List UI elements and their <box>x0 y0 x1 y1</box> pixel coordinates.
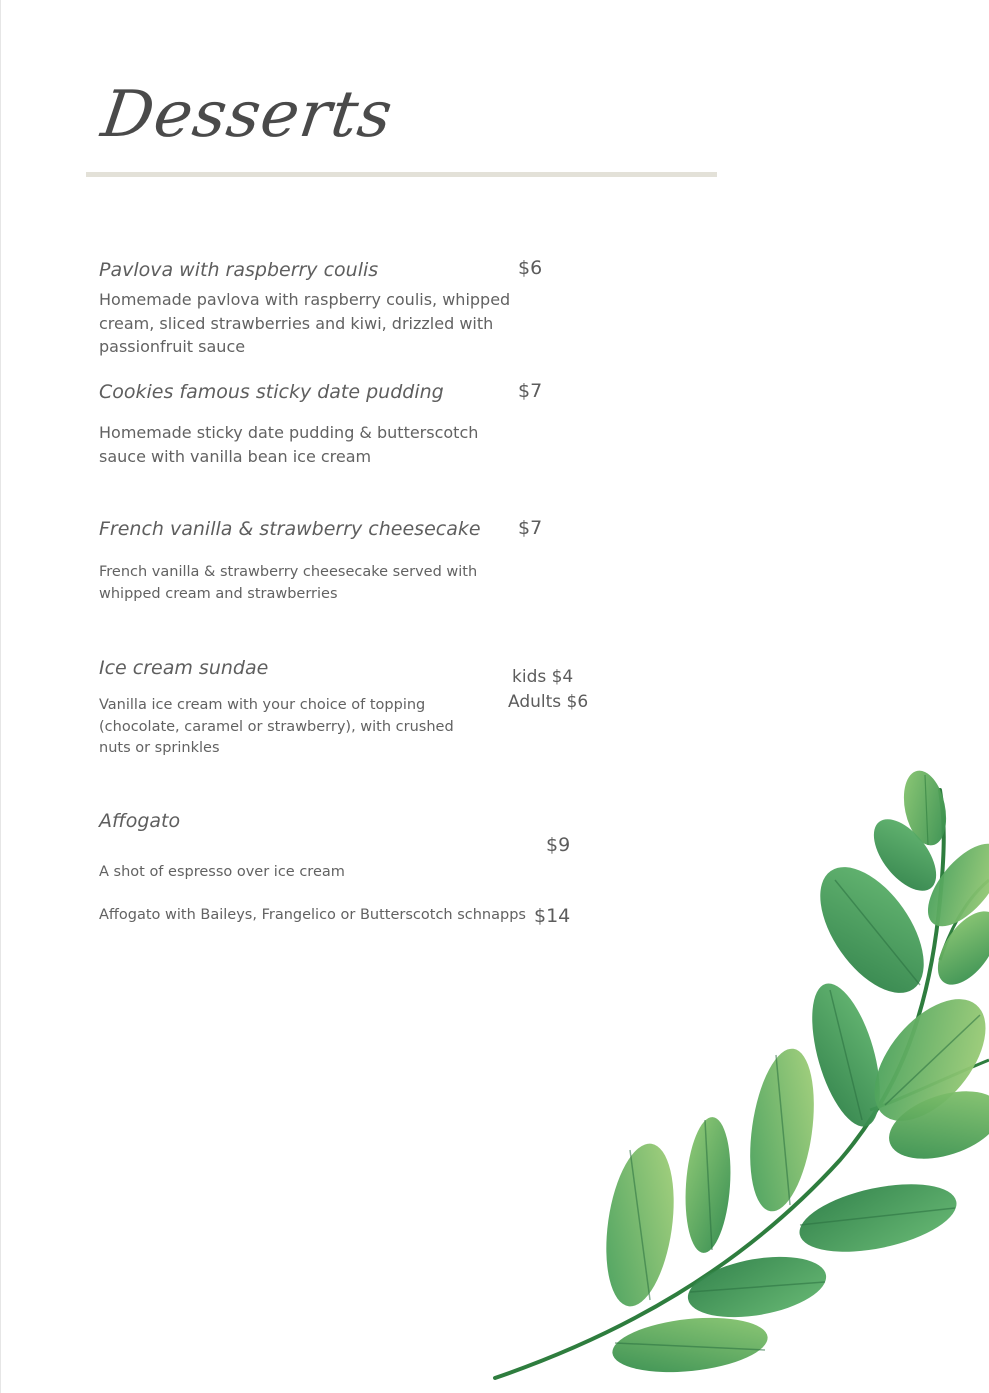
leaf-lower-upright-icon <box>741 1045 823 1216</box>
leaf-right-lower-icon <box>881 1079 989 1172</box>
menu-item-name: Ice cream sundae <box>99 657 269 679</box>
leaf-mid-left-large-icon <box>800 849 945 1011</box>
menu-item-description: French vanilla & strawberry cheesecake served with whipped cream and strawberries <box>99 564 478 602</box>
menu-item-description: A shot of espresso over ice cream <box>99 864 345 880</box>
menu-item-price: $6 <box>518 257 543 279</box>
menu-item-price: $7 <box>518 517 543 539</box>
menu-item-description: Homemade sticky date pudding & butterscotch sauce with vanilla bean ice cream <box>99 423 479 466</box>
leaf-top-small-icon <box>898 767 953 850</box>
leaf-center-left-icon <box>799 976 894 1134</box>
leaf-bottom-upright-icon <box>681 1116 734 1255</box>
menu-item-variant-price: $14 <box>534 905 571 927</box>
leaf-bottom-left-large-icon <box>597 1139 683 1310</box>
leaf-right-upper-icon <box>914 831 989 938</box>
menu-item-name: Affogato <box>99 810 181 832</box>
menu-item-price-kids: kids $4 <box>512 667 574 687</box>
menu-item-name: Cookies famous sticky date pudding <box>99 381 444 403</box>
leaf-bottom-right-icon <box>683 1247 831 1326</box>
page-title: Desserts <box>97 78 398 152</box>
leaf-lower-horizontal-icon <box>794 1172 963 1264</box>
title-divider <box>86 172 717 177</box>
menu-item-variant-description: Affogato with Baileys, Frangelico or Butterscotch schnapps <box>99 907 526 923</box>
menu-item-price-adults: Adults $6 <box>508 692 589 712</box>
leaf-bottom-lowest-icon <box>610 1311 771 1379</box>
menu-item-name: Pavlova with raspberry coulis <box>99 259 379 281</box>
menu-item-description: Homemade pavlova with raspberry coulis, whipped cream, sliced strawberries and kiwi, drizzled with passionfruit sauce <box>99 290 511 356</box>
menu-item-price: $7 <box>518 380 543 402</box>
leaf-right-mid-icon <box>926 901 989 995</box>
leaf-top-left-icon <box>862 808 948 901</box>
leaf-center-right-icon <box>853 979 989 1141</box>
page-edge <box>0 0 1 1393</box>
menu-item-description: Vanilla ice cream with your choice of topping (chocolate, caramel or strawberry), with crushed nuts or sprinkles <box>99 697 454 756</box>
menu-item-price: $9 <box>546 834 571 856</box>
menu-item-name: French vanilla & strawberry cheesecake <box>99 518 481 540</box>
